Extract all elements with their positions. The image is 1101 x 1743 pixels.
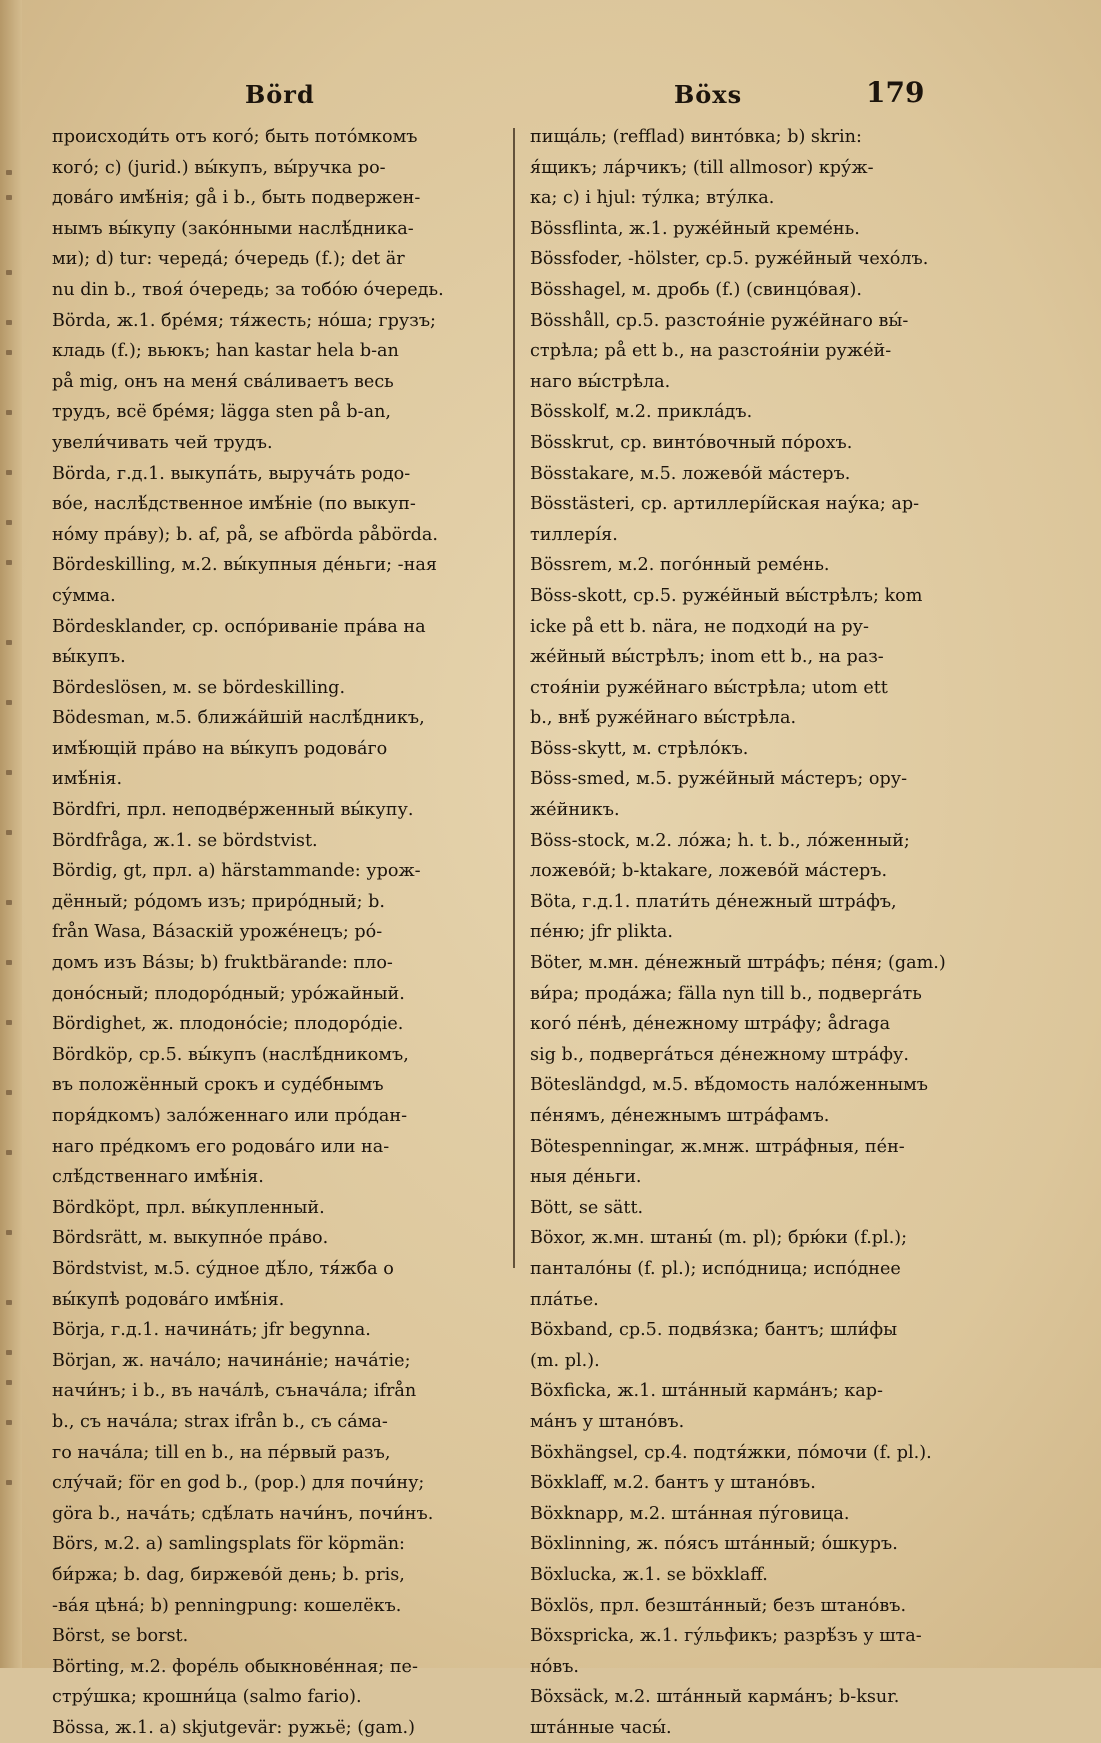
text-line: наго пре́дкомъ его родова́го или на- <box>52 1136 390 1157</box>
text-line: Böxband, ср.5. подвя́зка; бантъ; шли́фы <box>530 1320 898 1341</box>
text-line: Bödesman, м.5. ближа́йшій наслѣ́дникъ, <box>52 708 425 729</box>
text-line: Bördeskilling, м.2. вы́купныя де́ньги; -ная <box>52 555 437 576</box>
text-line: слѣ́дственнаго имѣ́нія. <box>52 1167 264 1188</box>
text-line: ка; c) i hjul: ту́лка; вту́лка. <box>530 188 775 209</box>
text-line: ми); d) tur: череда́; о́чередь (f.); det är <box>52 249 405 270</box>
edge-mark <box>6 1420 12 1425</box>
text-line: göra b., нача́ть; сдѣ́лать начи́нъ, почи́нъ. <box>52 1503 434 1524</box>
text-line: Bördköp, ср.5. вы́купъ (наслѣ́дникомъ, <box>52 1044 409 1065</box>
text-line: (m. pl.). <box>530 1350 600 1371</box>
text-line: Bördeslösen, м. se bördeskilling. <box>52 677 346 698</box>
text-line: поря́дкомъ) зало́женнаго или про́дан- <box>52 1106 408 1126</box>
text-line: Bötespenningar, ж.мнж. штра́фныя, пе́н- <box>530 1136 905 1157</box>
edge-mark <box>6 960 12 965</box>
text-line: но́му пра́ву); b. af, på, se afbörda påbörda. <box>52 524 439 545</box>
edge-mark <box>6 560 12 565</box>
text-line: Böxspricka, ж.1. гу́льфикъ; разрѣ́зъ у шта- <box>530 1626 922 1647</box>
text-line: Böxlinning, ж. по́ясъ шта́нный; о́шкуръ. <box>530 1534 898 1555</box>
page-edge <box>0 0 22 1668</box>
text-line: Bösstakare, м.5. ложево́й ма́стеръ. <box>530 463 851 484</box>
text-line: Bördesklander, ср. оспо́риваніе пра́ва на <box>52 616 426 637</box>
edge-mark <box>6 1090 12 1095</box>
text-line: Bötesländgd, м.5. вѣ́домость нало́женнымъ <box>530 1075 928 1096</box>
text-line: Böxsäck, м.2. шта́нный карма́нъ; b-ksur. <box>530 1687 900 1708</box>
text-line: Böss-skott, ср.5. руже́йный вы́стрѣлъ; kom <box>530 585 923 606</box>
text-line: Bösshåll, ср.5. разстоя́ніе руже́йнаго вы́- <box>530 310 909 331</box>
text-line: Bösskolf, м.2. прикла́дъ. <box>530 402 753 423</box>
text-line: трудъ, всё бре́мя; lägga sten på b-an, <box>52 402 392 423</box>
text-line: вы́купѣ родова́го имѣ́нія. <box>52 1289 285 1310</box>
edge-mark <box>6 640 12 645</box>
text-line: пантало́ны (f. pl.); испо́дница; испо́днее <box>530 1258 901 1279</box>
text-line: стоя́ніи руже́йнаго вы́стрѣла; utom ett <box>530 677 888 698</box>
text-line: -ва́я цѣна́; b) penningpung: кошелёкъ. <box>52 1595 402 1616</box>
text-line: пе́нямъ, де́нежнымъ штра́фамъ. <box>530 1106 830 1126</box>
text-line: пла́тье. <box>530 1289 599 1310</box>
text-line: наго вы́стрѣла. <box>530 371 671 392</box>
right-column <box>530 122 958 1743</box>
text-line: би́ржа; b. dag, биржево́й день; b. pris, <box>52 1564 405 1585</box>
page-number: 179 <box>866 76 925 109</box>
text-line: происходи́ть отъ кого́; быть пото́мкомъ <box>52 127 418 147</box>
edge-mark <box>6 350 12 355</box>
text-line: нымъ вы́купу (зако́нными наслѣ́дника- <box>52 218 414 239</box>
edge-mark <box>6 700 12 705</box>
text-line: Bördfri, прл. неподве́рженный вы́купу. <box>52 800 414 821</box>
text-line: же́йникъ. <box>530 800 620 821</box>
text-line: Böxlös, прл. безшта́нный; безъ штано́въ. <box>530 1595 907 1616</box>
text-line: Bött, se sätt. <box>530 1197 644 1218</box>
text-line: Bössfoder, -hölster, ср.5. руже́йный чехо́лъ. <box>530 249 929 270</box>
text-line: стру́шка; крошни́ца (salmo fario). <box>52 1687 362 1708</box>
text-line: ви́ра; прода́жа; fälla nyn till b., подверга́ть <box>530 983 922 1004</box>
text-line: кого́; c) (jurid.) вы́купъ, вы́ручка ро- <box>52 157 386 178</box>
text-line: Böss-stock, м.2. ло́жа; h. t. b., ло́женный; <box>530 830 910 851</box>
text-line: го нача́ла; till en b., на пе́рвый разъ, <box>52 1442 391 1463</box>
text-line: Börda, г.д.1. выкупа́ть, выруча́ть родо- <box>52 463 411 484</box>
text-line: Böxklaff, м.2. бантъ у штано́въ. <box>530 1473 816 1494</box>
text-line: Bördstvist, м.5. су́дное дѣ́ло, тя́жба о <box>52 1258 394 1279</box>
text-line: Böxhängsel, ср.4. подтя́жки, по́мочи (f. pl.). <box>530 1442 932 1463</box>
text-line: дова́го имѣ́нія; gå i b., быть подвержен- <box>52 188 421 209</box>
left-column <box>52 122 506 1743</box>
text-line: Bördighet, ж. плодоно́сіе; плодоро́діе. <box>52 1014 404 1035</box>
text-line: Böter, м.мн. де́нежный штра́фъ; пе́ня; (gam.) <box>530 953 946 974</box>
column-divider <box>513 128 515 1268</box>
text-line: b., внѣ́ руже́йнаго вы́стрѣла. <box>530 708 797 729</box>
edge-mark <box>6 830 12 835</box>
text-line: på mig, онъ на меня́ сва́ливаетъ весь <box>52 371 394 392</box>
text-line: во́е, наслѣ́дственное имѣ́ніе (по выкуп- <box>52 494 416 515</box>
text-line: Börting, м.2. форе́ль обыкнове́нная; пе- <box>52 1656 418 1677</box>
text-line: Bössrem, м.2. пого́нный реме́нь. <box>530 555 830 576</box>
text-line: ныя де́ньги. <box>530 1167 642 1188</box>
text-line: начи́нъ; i b., въ нача́лѣ, сънача́ла; ifrån <box>52 1381 417 1402</box>
text-line: вы́купъ. <box>52 647 126 668</box>
text-line: ма́нъ у штано́въ. <box>530 1411 685 1432</box>
text-line: имѣ́ющій пра́во на вы́купъ родова́го <box>52 738 388 759</box>
left-running-headword: Börd <box>245 80 315 109</box>
text-line: Böxor, ж.мн. штаны́ (m. pl); брю́ки (f.pl.); <box>530 1228 908 1249</box>
text-line: Böxknapp, м.2. шта́нная пу́говица. <box>530 1503 850 1524</box>
text-line: Bösskrut, ср. винто́вочный по́рохъ. <box>530 432 853 453</box>
text-line: Bössa, ж.1. a) skjutgevär: ружьё; (gam.) <box>52 1717 415 1738</box>
text-line: Bördköpt, прл. вы́купленный. <box>52 1197 325 1218</box>
edge-mark <box>6 320 12 325</box>
text-line: Böss-skytt, м. стрѣло́къ. <box>530 738 749 759</box>
edge-mark <box>6 520 12 525</box>
text-line: nu din b., твоя́ о́чередь; за тобо́ю о́чередь. <box>52 279 444 300</box>
right-running-headword: Böxs <box>674 80 743 109</box>
text-line: кладь (f.); вьюкъ; han kastar hela b-an <box>52 341 399 362</box>
text-line: Börst, se borst. <box>52 1626 189 1647</box>
text-line: но́въ. <box>530 1656 580 1677</box>
text-line: Bördfråga, ж.1. se bördstvist. <box>52 830 318 851</box>
text-line: Börs, м.2. a) samlingsplats för köpmän: <box>52 1534 405 1555</box>
page-header <box>0 76 1101 120</box>
edge-mark <box>6 1150 12 1155</box>
edge-mark <box>6 270 12 275</box>
text-line: sig b., подверга́ться де́нежному штра́фу. <box>530 1044 909 1065</box>
text-line: Bördsrätt, м. выкупно́е пра́во. <box>52 1228 329 1249</box>
edge-mark <box>6 770 12 775</box>
text-line: стрѣла; på ett b., на разстоя́ніи руже́й- <box>530 341 892 362</box>
text-line: пе́ню; jfr plikta. <box>530 922 674 943</box>
text-line: слу́чай; för en god b., (pop.) для почи́ну; <box>52 1473 425 1494</box>
text-line: тиллері́я. <box>530 524 618 545</box>
text-line: Böxficka, ж.1. шта́нный карма́нъ; кар- <box>530 1381 883 1402</box>
text-line: я́щикъ; ла́рчикъ; (till allmosor) кру́ж- <box>530 157 874 178</box>
text-line: дённый; ро́домъ изъ; приро́дный; b. <box>52 891 385 912</box>
edge-mark <box>6 410 12 415</box>
edge-mark <box>6 900 12 905</box>
text-line: b., съ нача́ла; strax ifrån b., съ са́ма- <box>52 1411 388 1432</box>
edge-mark <box>6 1230 12 1235</box>
text-line: Börda, ж.1. бре́мя; тя́жесть; но́ша; грузъ; <box>52 310 436 331</box>
edge-mark <box>6 1300 12 1305</box>
text-line: кого́ пе́нѣ, де́нежному штра́фу; ådraga <box>530 1014 891 1035</box>
text-line: доно́сный; плодоро́дный; уро́жайный. <box>52 983 405 1004</box>
text-line: Böss-smed, м.5. руже́йный ма́стеръ; ору- <box>530 769 908 790</box>
text-line: från Wasa, Ва́заскій уроже́нецъ; ро́- <box>52 922 383 943</box>
text-line: домъ изъ Ва́зы; b) fruktbärande: пло- <box>52 953 393 974</box>
text-line: пища́ль; (refflad) винто́вка; b) skrin: <box>530 127 862 147</box>
edge-mark <box>6 470 12 475</box>
text-line: Bösstästeri, ср. артиллері́йская нау́ка; ар- <box>530 494 920 515</box>
text-line: су́мма. <box>52 585 116 606</box>
edge-mark <box>6 1480 12 1485</box>
edge-mark <box>6 1350 12 1355</box>
text-line: Början, ж. нача́ло; начина́ніе; нача́тіе; <box>52 1350 411 1371</box>
text-line: имѣ́нія. <box>52 769 123 790</box>
edge-mark <box>6 1020 12 1025</box>
text-line: Bössflinta, ж.1. руже́йный креме́нь. <box>530 218 860 239</box>
edge-mark <box>6 170 12 175</box>
text-line: Bördig, gt, прл. a) härstammande: урож- <box>52 861 421 882</box>
edge-mark <box>6 195 12 200</box>
text-line: шта́нные часы́. <box>530 1717 672 1738</box>
text-line: Böxlucka, ж.1. se böxklaff. <box>530 1564 768 1585</box>
text-line: же́йный вы́стрѣлъ; inom ett b., на раз- <box>530 647 884 668</box>
text-line: icke på ett b. nära, не подходи́ на ру- <box>530 616 869 637</box>
text-line: увели́чивать чей трудъ. <box>52 432 273 453</box>
edge-mark <box>6 1380 12 1385</box>
text-line: Böta, г.д.1. плати́ть де́нежный штра́фъ, <box>530 891 897 912</box>
text-line: Börja, г.д.1. начина́ть; jfr begynna. <box>52 1320 371 1341</box>
text-line: ложево́й; b-ktakare, ложево́й ма́стеръ. <box>530 861 888 882</box>
text-line: въ положённый срокъ и суде́бнымъ <box>52 1075 384 1096</box>
text-line: Bösshagel, м. дробь (f.) (свинцо́вая). <box>530 279 862 300</box>
